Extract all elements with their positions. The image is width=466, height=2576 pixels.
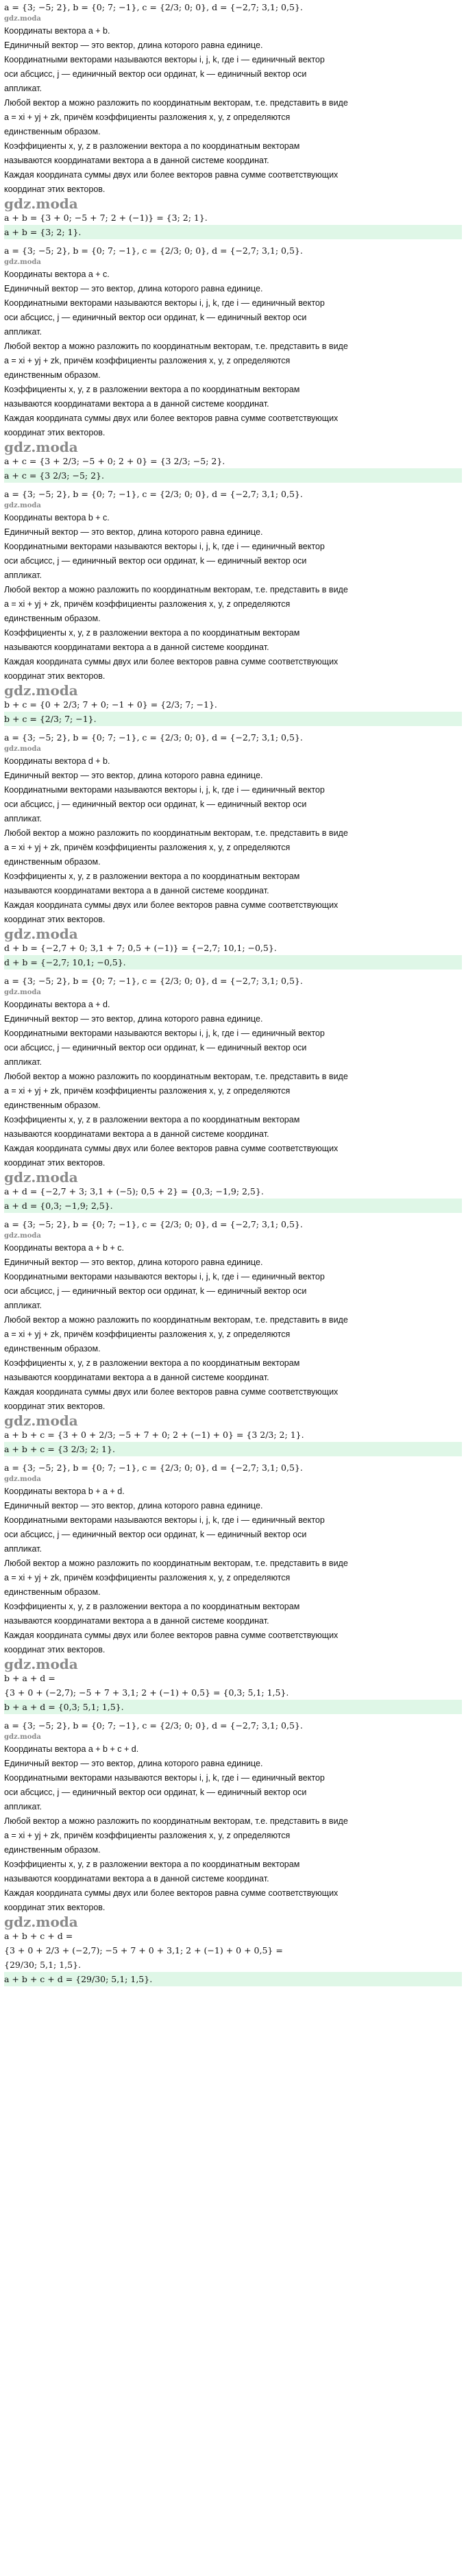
calculation-line: a + d = {−2,7 + 3; 3,1 + (−5); 0,5 + 2} = {0,3; −1,9; 2,5}. — [4, 1186, 264, 1196]
watermark: gdz.moda — [4, 15, 41, 23]
watermark: gdz.moda — [4, 1232, 41, 1240]
answer-line: a + b + c + d = {29/30; 5,1; 1,5}. — [4, 1972, 462, 1986]
section-gap — [4, 1986, 462, 1990]
answer-line: b + a + d = {0,3; 5,1; 1,5}. — [4, 1700, 462, 1714]
theory-line: оси абсцисс, j — единичный вектор оси ординат, k — единичный вектор оси — [4, 1787, 307, 1797]
section-title: Координаты вектора a + b + c. — [4, 1243, 124, 1253]
theory-line: координат этих векторов. — [4, 1645, 106, 1654]
answer-line: a + b + c = {3 2/3; 2; 1}. — [4, 1442, 462, 1456]
theory-line: a = xi + yj + zk, причём коэффициенты разложения x, y, z определяются — [4, 356, 291, 365]
calculation-line: a + c = {3 + 2/3; −5 + 0; 2 + 0} = {3 2/3; −5; 2}. — [4, 456, 225, 466]
watermark: gdz.moda — [4, 745, 41, 753]
answer-line: b + c = {2/3; 7; −1}. — [4, 712, 462, 726]
given-vectors-line: a = {3; −5; 2}, b = {0; 7; −1}, c = {2/3; 0; 0}, d = {−2,7; 3,1; 0,5}. — [4, 732, 303, 743]
watermark: gdz.moda — [4, 258, 41, 266]
calculation-line: d + b = {−2,7 + 0; 3,1 + 7; 0,5 + (−1)} = {−2,7; 10,1; −0,5}. — [4, 943, 277, 953]
theory-line: аппликат. — [4, 84, 42, 93]
theory-line: a = xi + yj + zk, причём коэффициенты разложения x, y, z определяются — [4, 1329, 291, 1339]
solution-section — [4, 0, 462, 243]
theory-line: Координатными векторами называются векторы i, j, k, где i — единичный вектор — [4, 55, 325, 64]
theory-line: называются координатами вектора a в данной системе координат. — [4, 1874, 269, 1883]
theory-line: координат этих векторов. — [4, 671, 106, 681]
theory-line: единственным образом. — [4, 1100, 101, 1110]
theory-line: Коэффициенты x, y, z в разложении вектора a по координатным векторам — [4, 628, 300, 638]
theory-line: единственным образом. — [4, 614, 101, 623]
watermark: gdz.moda — [4, 1412, 78, 1429]
theory-line: Любой вектор a можно разложить по координатным векторам, т.е. представить в виде — [4, 341, 348, 351]
theory-line: Единичный вектор — это вектор, длина которого равна единице. — [4, 1501, 263, 1510]
theory-line: Координатными векторами называются векторы i, j, k, где i — единичный вектор — [4, 1272, 325, 1281]
theory-line: Коэффициенты x, y, z в разложении вектора a по координатным векторам — [4, 1859, 300, 1869]
section-title: Координаты вектора a + b + c + d. — [4, 1744, 139, 1754]
section-title: Координаты вектора a + b. — [4, 26, 110, 36]
answer-line: a + c = {3 2/3; −5; 2}. — [4, 468, 462, 483]
theory-line: называются координатами вектора a в данной системе координат. — [4, 642, 269, 652]
solution-section — [4, 487, 462, 730]
watermark: gdz.moda — [4, 926, 78, 942]
section-title: Координаты вектора a + d. — [4, 1000, 110, 1009]
theory-line: единственным образом. — [4, 1845, 101, 1855]
given-vectors-line: a = {3; −5; 2}, b = {0; 7; −1}, c = {2/3; 0; 0}, d = {−2,7; 3,1; 0,5}. — [4, 489, 303, 499]
theory-line: a = xi + yj + zk, причём коэффициенты разложения x, y, z определяются — [4, 1831, 291, 1840]
solution-section — [4, 1718, 462, 1990]
given-vectors-line: a = {3; −5; 2}, b = {0; 7; −1}, c = {2/3; 0; 0}, d = {−2,7; 3,1; 0,5}. — [4, 1720, 303, 1731]
theory-line: называются координатами вектора a в данной системе координат. — [4, 1616, 269, 1626]
theory-line: Любой вектор a можно разложить по координатным векторам, т.е. представить в виде — [4, 1558, 348, 1568]
theory-line: Единичный вектор — это вектор, длина которого равна единице. — [4, 771, 263, 780]
section-title: Координаты вектора b + a + d. — [4, 1486, 125, 1496]
theory-line: координат этих векторов. — [4, 1401, 106, 1411]
watermark: gdz.moda — [4, 502, 41, 509]
theory-line: оси абсцисс, j — единичный вектор оси ординат, k — единичный вектор оси — [4, 1530, 307, 1539]
theory-line: Каждая координата суммы двух или более векторов равна сумме соответствующих — [4, 900, 339, 910]
theory-line: a = xi + yj + zk, причём коэффициенты разложения x, y, z определяются — [4, 599, 291, 609]
theory-line: аппликат. — [4, 1057, 42, 1067]
watermark: gdz.moda — [4, 1914, 78, 1930]
theory-line: аппликат. — [4, 814, 42, 823]
solution-section — [4, 243, 462, 487]
theory-line: оси абсцисс, j — единичный вектор оси ординат, k — единичный вектор оси — [4, 556, 307, 566]
answer-line: d + b = {−2,7; 10,1; −0,5}. — [4, 955, 462, 970]
theory-line: Единичный вектор — это вектор, длина которого равна единице. — [4, 1759, 263, 1768]
solution-section — [4, 730, 462, 974]
calculation-line: {3 + 0 + 2/3 + (−2,7); −5 + 7 + 0 + 3,1; 2 + (−1) + 0 + 0,5} = — [4, 1945, 283, 1955]
theory-line: Любой вектор a можно разложить по координатным векторам, т.е. представить в виде — [4, 1072, 348, 1081]
theory-line: Координатными векторами называются векторы i, j, k, где i — единичный вектор — [4, 1773, 325, 1783]
theory-line: Каждая координата суммы двух или более векторов равна сумме соответствующих — [4, 657, 339, 666]
theory-line: Координатными векторами называются векторы i, j, k, где i — единичный вектор — [4, 1515, 325, 1525]
calculation-line: {29/30; 5,1; 1,5}. — [4, 1960, 82, 1970]
theory-line: Коэффициенты x, y, z в разложении вектора a по координатным векторам — [4, 141, 300, 151]
theory-line: Коэффициенты x, y, z в разложении вектора a по координатным векторам — [4, 1358, 300, 1368]
theory-line: единственным образом. — [4, 857, 101, 867]
theory-line: Каждая координата суммы двух или более векторов равна сумме соответствующих — [4, 413, 339, 423]
theory-line: единственным образом. — [4, 1344, 101, 1353]
given-vectors-line: a = {3; −5; 2}, b = {0; 7; −1}, c = {2/3; 0; 0}, d = {−2,7; 3,1; 0,5}. — [4, 1219, 303, 1229]
theory-line: Каждая координата суммы двух или более векторов равна сумме соответствующих — [4, 1630, 339, 1640]
calculation-line: {3 + 0 + (−2,7); −5 + 7 + 3,1; 2 + (−1) + 0,5} = {0,3; 5,1; 1,5}. — [4, 1687, 289, 1698]
section-title: Координаты вектора a + c. — [4, 269, 110, 279]
watermark: gdz.moda — [4, 1476, 41, 1483]
theory-line: Коэффициенты x, y, z в разложении вектора a по координатным векторам — [4, 385, 300, 394]
theory-line: Единичный вектор — это вектор, длина которого равна единице. — [4, 284, 263, 293]
theory-line: оси абсцисс, j — единичный вектор оси ординат, k — единичный вектор оси — [4, 69, 307, 79]
theory-line: аппликат. — [4, 327, 42, 337]
watermark: gdz.moda — [4, 1656, 78, 1672]
theory-line: Любой вектор a можно разложить по координатным векторам, т.е. представить в виде — [4, 98, 348, 108]
theory-line: Координатными векторами называются векторы i, j, k, где i — единичный вектор — [4, 785, 325, 795]
theory-line: оси абсцисс, j — единичный вектор оси ординат, k — единичный вектор оси — [4, 313, 307, 322]
section-title: Координаты вектора b + c. — [4, 513, 110, 522]
answer-line: a + b = {3; 2; 1}. — [4, 225, 462, 239]
theory-line: называются координатами вектора a в данной системе координат. — [4, 1129, 269, 1139]
theory-line: Коэффициенты x, y, z в разложении вектора a по координатным векторам — [4, 1602, 300, 1611]
answer-line: a + d = {0,3; −1,9; 2,5}. — [4, 1199, 462, 1213]
theory-line: координат этих векторов. — [4, 1903, 106, 1912]
theory-line: Каждая координата суммы двух или более векторов равна сумме соответствующих — [4, 1888, 339, 1898]
theory-line: a = xi + yj + zk, причём коэффициенты разложения x, y, z определяются — [4, 843, 291, 852]
given-vectors-line: a = {3; −5; 2}, b = {0; 7; −1}, c = {2/3; 0; 0}, d = {−2,7; 3,1; 0,5}. — [4, 1462, 303, 1473]
theory-line: координат этих векторов. — [4, 184, 106, 194]
theory-line: называются координатами вектора a в данной системе координат. — [4, 156, 269, 165]
theory-line: Координатными векторами называются векторы i, j, k, где i — единичный вектор — [4, 542, 325, 551]
theory-line: единственным образом. — [4, 370, 101, 380]
watermark: gdz.moda — [4, 1733, 41, 1741]
theory-line: a = xi + yj + zk, причём коэффициенты разложения x, y, z определяются — [4, 1086, 291, 1096]
theory-line: единственным образом. — [4, 1587, 101, 1597]
theory-line: аппликат. — [4, 570, 42, 580]
theory-line: оси абсцисс, j — единичный вектор оси ординат, k — единичный вектор оси — [4, 1286, 307, 1296]
theory-line: Любой вектор a можно разложить по координатным векторам, т.е. представить в виде — [4, 1816, 348, 1826]
solution-section — [4, 1217, 462, 1460]
theory-line: Единичный вектор — это вектор, длина которого равна единице. — [4, 40, 263, 50]
theory-line: аппликат. — [4, 1301, 42, 1310]
theory-line: Координатными векторами называются векторы i, j, k, где i — единичный вектор — [4, 298, 325, 308]
given-vectors-line: a = {3; −5; 2}, b = {0; 7; −1}, c = {2/3; 0; 0}, d = {−2,7; 3,1; 0,5}. — [4, 245, 303, 256]
given-vectors-line: a = {3; −5; 2}, b = {0; 7; −1}, c = {2/3; 0; 0}, d = {−2,7; 3,1; 0,5}. — [4, 976, 303, 986]
theory-line: называются координатами вектора a в данной системе координат. — [4, 1373, 269, 1382]
theory-line: координат этих векторов. — [4, 428, 106, 437]
solution-section — [4, 1460, 462, 1718]
theory-line: координат этих векторов. — [4, 915, 106, 924]
theory-line: Любой вектор a можно разложить по координатным векторам, т.е. представить в виде — [4, 585, 348, 594]
theory-line: единственным образом. — [4, 127, 101, 136]
given-vectors-line: a = {3; −5; 2}, b = {0; 7; −1}, c = {2/3; 0; 0}, d = {−2,7; 3,1; 0,5}. — [4, 2, 303, 12]
theory-line: Координатными векторами называются векторы i, j, k, где i — единичный вектор — [4, 1028, 325, 1038]
theory-line: a = xi + yj + zk, причём коэффициенты разложения x, y, z определяются — [4, 1573, 291, 1582]
theory-line: аппликат. — [4, 1802, 42, 1811]
watermark: gdz.moda — [4, 195, 78, 212]
theory-line: Каждая координата суммы двух или более векторов равна сумме соответствующих — [4, 1387, 339, 1397]
theory-line: Любой вектор a можно разложить по координатным векторам, т.е. представить в виде — [4, 1315, 348, 1325]
theory-line: оси абсцисс, j — единичный вектор оси ординат, k — единичный вектор оси — [4, 1043, 307, 1052]
theory-line: Единичный вектор — это вектор, длина которого равна единице. — [4, 1257, 263, 1267]
theory-line: Единичный вектор — это вектор, длина которого равна единице. — [4, 527, 263, 537]
theory-line: Коэффициенты x, y, z в разложении вектора a по координатным векторам — [4, 1115, 300, 1124]
theory-line: аппликат. — [4, 1544, 42, 1554]
calculation-line: b + a + d = — [4, 1673, 56, 1683]
calculation-line: a + b + c = {3 + 0 + 2/3; −5 + 7 + 0; 2 + (−1) + 0} = {3 2/3; 2; 1}. — [4, 1430, 304, 1440]
theory-line: Каждая координата суммы двух или более векторов равна сумме соответствующих — [4, 170, 339, 180]
calculation-line: a + b + c + d = — [4, 1931, 73, 1941]
theory-line: Единичный вектор — это вектор, длина которого равна единице. — [4, 1014, 263, 1024]
theory-line: Коэффициенты x, y, z в разложении вектора a по координатным векторам — [4, 871, 300, 881]
theory-line: Любой вектор a можно разложить по координатным векторам, т.е. представить в виде — [4, 828, 348, 838]
watermark: gdz.moda — [4, 1169, 78, 1185]
calculation-line: a + b = {3 + 0; −5 + 7; 2 + (−1)} = {3; 2; 1}. — [4, 213, 208, 223]
solution-section — [4, 974, 462, 1217]
solution-document — [4, 0, 462, 1990]
theory-line: называются координатами вектора a в данной системе координат. — [4, 399, 269, 409]
theory-line: называются координатами вектора a в данной системе координат. — [4, 886, 269, 895]
watermark: gdz.moda — [4, 439, 78, 455]
watermark: gdz.moda — [4, 989, 41, 996]
theory-line: Каждая координата суммы двух или более векторов равна сумме соответствующих — [4, 1144, 339, 1153]
theory-line: a = xi + yj + zk, причём коэффициенты разложения x, y, z определяются — [4, 112, 291, 122]
theory-line: оси абсцисс, j — единичный вектор оси ординат, k — единичный вектор оси — [4, 799, 307, 809]
calculation-line: b + c = {0 + 2/3; 7 + 0; −1 + 0} = {2/3; 7; −1}. — [4, 699, 217, 710]
section-title: Координаты вектора d + b. — [4, 756, 110, 766]
watermark: gdz.moda — [4, 682, 78, 699]
theory-line: координат этих векторов. — [4, 1158, 106, 1168]
